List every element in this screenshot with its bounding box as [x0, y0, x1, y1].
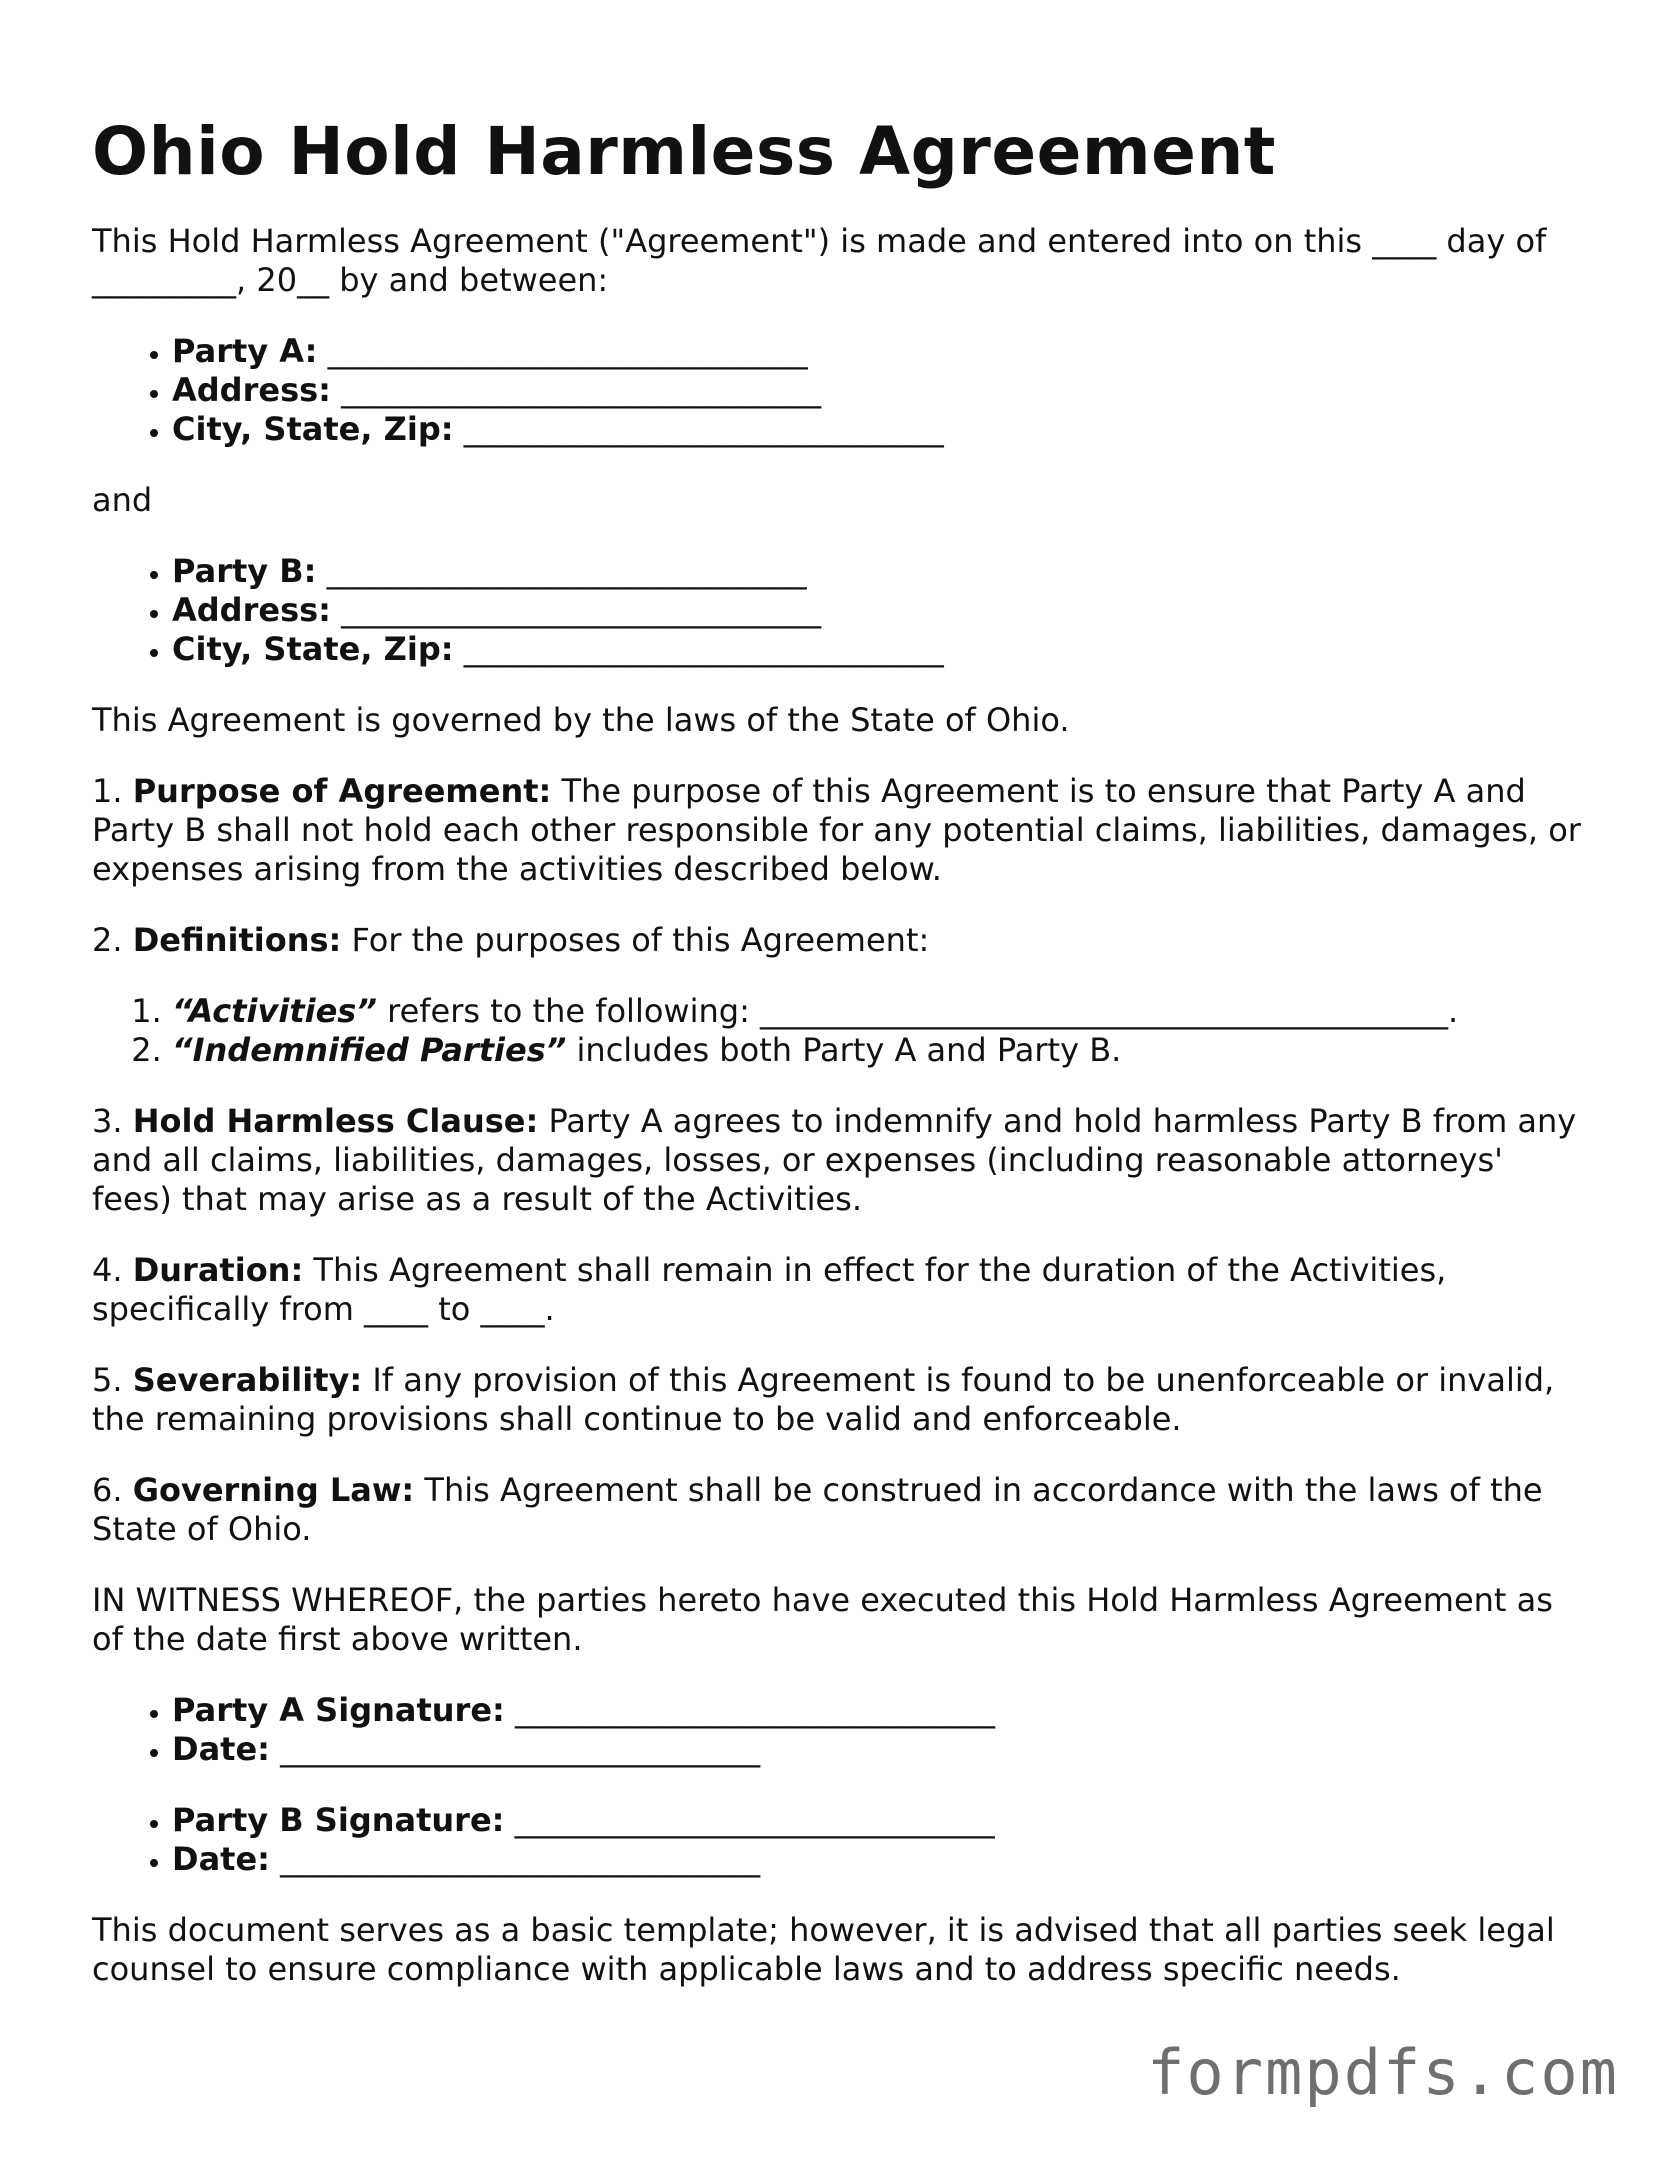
intro-paragraph: This Hold Harmless Agreement ("Agreement") is made and entered into on this ____ day of _________, 20__ by and between: [92, 222, 1547, 299]
witness-paragraph: IN WITNESS WHEREOF, the parties hereto have executed this Hold Harmless Agreement as of the date first above written. [92, 1581, 1553, 1658]
party-b-list [92, 552, 1592, 669]
blank-line[interactable]: ______________________________ [463, 410, 944, 448]
party-b-signature-list [92, 1801, 1592, 1879]
field-label: City, State, Zip: [172, 410, 454, 448]
section-purpose: 1. Purpose of Agreement: The purpose of this Agreement is to ensure that Party A and Party B shall not hold each other responsible for any potential claims, liabilities, damages, or expenses arising from the activities described below. [92, 772, 1581, 888]
definition-term: “Indemnified Parties” [172, 1031, 567, 1069]
section-definitions: 2. Definitions: For the purposes of this Agreement: [92, 921, 930, 959]
definitions-list [92, 992, 1592, 1070]
and-separator: and [92, 481, 153, 519]
field-label: Address: [172, 591, 331, 629]
definition-term: “Activities” [172, 992, 377, 1030]
date-line[interactable]: ______________________________ [280, 1730, 761, 1768]
field-label: Party A: [172, 332, 318, 370]
section-text: Party A agrees to indemnify and hold harmless Party B from any and all claims, liabilities, damages, losses, or expenses (including reasonable attorneys' fees) that may arise as a result of the Activities. [92, 1102, 1577, 1218]
governed-statement: This Agreement is governed by the laws of the State of Ohio. [92, 701, 1070, 739]
party-a-city-field [172, 410, 1592, 449]
document-page [92, 112, 1592, 2021]
section-duration: 4. Duration: This Agreement shall remain in effect for the duration of the Activities, specifically from ____ to ____. [92, 1251, 1447, 1328]
section-text: This Agreement shall be construed in accordance with the laws of the State of Ohio. [92, 1471, 1543, 1548]
party-a-list [92, 332, 1592, 449]
party-a-signature-field [172, 1691, 1592, 1730]
section-heading: Severability: [132, 1361, 363, 1399]
signature-line[interactable]: ______________________________ [515, 1691, 995, 1729]
party-b-signature-field [172, 1801, 1592, 1840]
field-label: City, State, Zip: [172, 630, 454, 668]
party-a-address-field [172, 371, 1592, 410]
field-label: Party A Signature: [172, 1691, 505, 1729]
blank-line[interactable]: ______________________________ [326, 552, 807, 590]
section-text: If any provision of this Agreement is found to be unenforceable or invalid, the remaining provisions shall continue to be valid and enforceable. [92, 1361, 1555, 1438]
document-title: Ohio Hold Harmless Agreement [92, 113, 1276, 190]
section-heading: Governing Law: [132, 1471, 415, 1509]
party-b-name-field [172, 552, 1592, 591]
blank-line[interactable]: ______________________________ [327, 332, 808, 370]
definition-text[interactable]: refers to the following: ___________________________________________. [387, 992, 1459, 1030]
party-b-address-field [172, 591, 1592, 630]
section-governing-law: 6. Governing Law: This Agreement shall be construed in accordance with the laws of the State of Ohio. [92, 1471, 1543, 1548]
date-line[interactable]: ______________________________ [280, 1840, 761, 1878]
field-label: Address: [172, 371, 331, 409]
party-b-city-field [172, 630, 1592, 669]
section-heading: Hold Harmless Clause: [132, 1102, 539, 1140]
blank-line[interactable]: ______________________________ [341, 591, 822, 629]
section-severability: 5. Severability: If any provision of this Agreement is found to be unenforceable or invalid, the remaining provisions shall continue to be valid and enforceable. [92, 1361, 1555, 1438]
signature-line[interactable]: ______________________________ [514, 1801, 995, 1839]
disclaimer-paragraph: This document serves as a basic template; however, it is advised that all parties seek legal counsel to ensure compliance with applicable laws and to address specific needs. [92, 1911, 1555, 1988]
section-heading: Definitions: [132, 921, 342, 959]
definition-text: includes both Party A and Party B. [576, 1031, 1122, 1069]
definition-item [172, 992, 1592, 1031]
watermark: formpdfs.com [1147, 2036, 1619, 2109]
section-heading: Duration: [132, 1251, 304, 1289]
party-a-signature-list [92, 1691, 1592, 1769]
field-label: Party B Signature: [172, 1801, 505, 1839]
field-label: Party B: [172, 552, 317, 590]
blank-line[interactable]: ______________________________ [341, 371, 822, 409]
section-text[interactable]: This Agreement shall remain in effect for the duration of the Activities, specifically from ____ to ____. [92, 1251, 1447, 1328]
party-a-name-field [172, 332, 1592, 371]
section-text: The purpose of this Agreement is to ensure that Party A and Party B shall not hold each other responsible for any potential claims, liabilities, damages, or expenses arising from the activities described below. [92, 772, 1581, 888]
section-heading: Purpose of Agreement: [132, 772, 552, 810]
blank-line[interactable]: ______________________________ [463, 630, 944, 668]
field-label: Date: [172, 1840, 270, 1878]
party-b-date-field [172, 1840, 1592, 1879]
definition-item [172, 1031, 1592, 1070]
party-a-date-field [172, 1730, 1592, 1769]
section-text: For the purposes of this Agreement: [351, 921, 930, 959]
section-hold-harmless: 3. Hold Harmless Clause: Party A agrees to indemnify and hold harmless Party B from any and all claims, liabilities, damages, losses, or expenses (including reasonable attorneys' fees) that may arise as a result of the Activities. [92, 1102, 1577, 1218]
field-label: Date: [172, 1730, 270, 1768]
